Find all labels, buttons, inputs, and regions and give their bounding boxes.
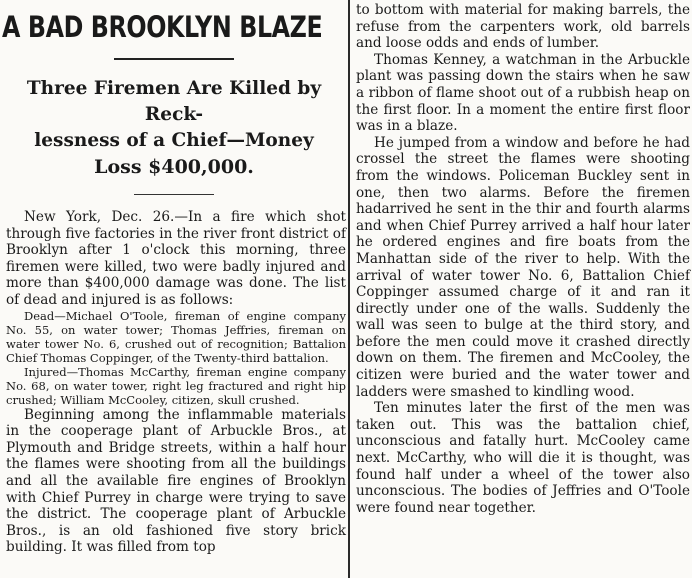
column-divider [348,0,350,578]
right-column [352,0,692,516]
subheadline [4,76,344,180]
subheadline-line-2: lessness of a Chief—Money [34,130,314,151]
rescue-paragraph: Ten minutes later the first of the men was taken out. This was the battalion chief, unconscious and fatally hurt. McCooley came next. McCarthy, who will die it is thought, was found half under a wheel of the tower also unconscious. The bodies of Jeffries and O'Toole were found near together. [356,400,690,516]
watchman-paragraph: Thomas Kenney, a watchman in the Arbuckle plant was passing down the stairs when he saw a ribbon of flame shoot out of a rubbish heap on the first floor. In a moment the entire first floor was in a blaze. [356,51,690,135]
section-rule [134,194,214,195]
headline: A BAD BROOKLYN BLAZE [2,10,323,44]
article-body-left [6,209,346,556]
left-column [0,0,348,556]
continuation-paragraph: to bottom with material for making barrels, the refuse from the carpenters work, old barrels and loose odds and ends of lumber. [356,2,690,52]
injured-list-paragraph: Injured—Thomas McCarthy, fireman engine company No. 68, on water tower, right leg fractured and right hip crushed; William McCooley, citizen, skull crushed. [6,364,346,407]
dateline-paragraph: New York, Dec. 26.—In a fire which shot through five factories in the river front district of Brooklyn after 1 o'clock this morning, three firemen were killed, two were badly injured and more than $400,000 damage was done. The list of dead and injured is as follows: [6,209,346,308]
article-body-right [356,2,690,516]
origin-paragraph: Beginning among the inflammable materials in the cooperage plant of Arbuckle Bros., at Plymouth and Bridge streets, within a half hour the flames were shooting from all the buildings and all the available fire engines of Brooklyn with Chief Purrey in charge were trying to save the district. The cooperage plant of Arbuckle Bros., is an old fashioned five story brick building. It was filled from top [6,406,346,556]
headline-rule [114,58,234,60]
subheadline-line-3: Loss $400,000. [94,156,254,178]
alarm-paragraph: He jumped from a window and before he had crossel the street the flames were shooting from the windows. Policeman Buckley sent in one, then two alarms. Before the firemen hadarrived he sent in the thir and fourth alarms and when Chief Purrey arrived a half hour later he ordered engines and fire boats from the Manhattan side of the river to help. With the arrival of water tower No. 6, Battalion Chief Coppinger assumed charge of it and ran it directly under one of the walls. Suddenly the wall was seen to bulge at the third story, and before the men could move it crashed directly down on them. The firemen and McCooley, the citizen were buried and the water tower and ladders were smashed to kindling wood. [356,134,690,400]
dead-list-paragraph: Dead—Michael O'Toole, fireman of engine company No. 55, on water tower; Thomas Jeffries, fireman on water tower No. 6, crushed out of recognition; Battalion Chief Thomas Coppinger, of the Twenty-third battalion. [6,308,346,365]
subheadline-line-1: Three Firemen Are Killed by Reck- [26,78,322,125]
